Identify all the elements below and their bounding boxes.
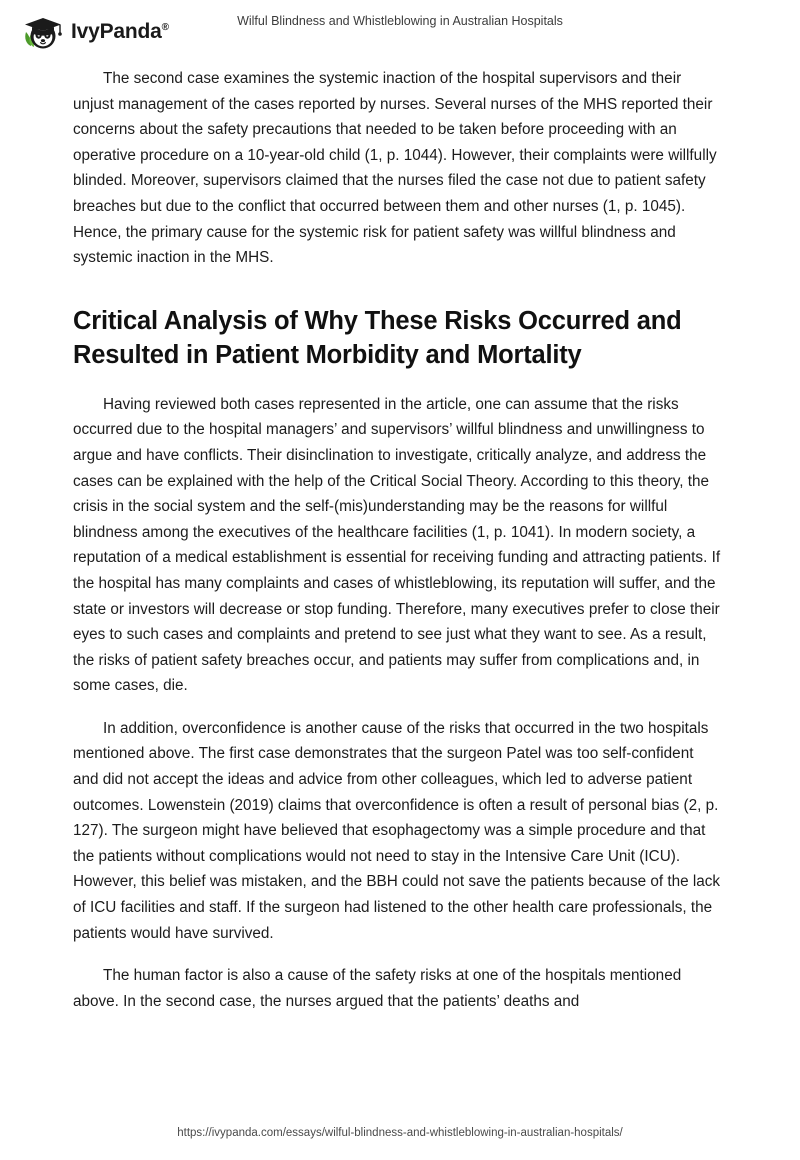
page-header [0, 0, 800, 60]
paragraph: The human factor is also a cause of the safety risks at one of the hospitals mentioned above. In the second case, the nurses argued that the patients’ deaths and [73, 967, 682, 1010]
section-heading: Critical Analysis of Why These Risks Occurred and Resulted in Patient Morbidity and Mortality [73, 306, 682, 369]
registered-mark: ® [161, 22, 169, 33]
logo-word: IvyPanda [71, 20, 162, 43]
paragraph: The second case examines the systemic inaction of the hospital supervisors and their unjust management of the cases reported by nurses. Several nurses of the MHS reported their concerns about the safety precautions that needed to be taken before proceeding with an operative procedure on a 10-year-old child (1, p. 1044). However, their complaints were willfully blinded. Moreover, supervisors claimed that the nurses filed the case not due to patient safety breaches but due to the conflict that occurred between them and other nurses (1, p. 1045). Hence, the primary cause for the systemic risk for patient safety was willful blindness and systemic inaction in the MHS. [73, 70, 717, 267]
source-url[interactable]: https://ivypanda.com/essays/wilful-blindness-and-whistleblowing-in-australian-hospitals/ [177, 1127, 623, 1139]
paragraph: In addition, overconfidence is another cause of the risks that occurred in the two hospitals mentioned above. The first case demonstrates that the surgeon Patel was too self-confident and did not accept the ideas and advice from other colleagues, which led to adverse patient outcomes. Lowenstein (2019) claims that overconfidence is often a result of personal bias (2, p. 127). The surgeon might have believed that esophagectomy was a simple procedure and that the patients without complications would not need to stay in the Intensive Care Unit (ICU). However, this belief was mistaken, and the BBH could not save the patients because of the lack of ICU facilities and staff. If the surgeon had listened to the other health care professionals, the patients would have survived. [73, 719, 721, 942]
document-body [73, 66, 723, 1014]
running-title: Wilful Blindness and Whistleblowing in Australian Hospitals [237, 14, 563, 28]
paragraph: Having reviewed both cases represented in the article, one can assume that the risks occurred due to the hospital managers’ and supervisors’ willful blindness and unwillingness to argue and have conflicts. Their disinclination to investigate, critically analyze, and address the cases can be explained with the help of the Critical Social Theory. According to this theory, the crisis in the social system and the self-(mis)understanding may be the reasons for willful blindness among the executives of the healthcare facilities (1, p. 1041). In modern society, a reputation of a medical establishment is essential for receiving funding and attracting patients. If the hospital has many complaints and cases of whistleblowing, its reputation will suffer, and the state or investors will decrease or stop funding. Therefore, many executives prefer to close their eyes to such cases and complaints and pretend to see just what they want to see. As a result, the risks of patient safety breaches occur, and patients may suffer from complications and, in some cases, die. [73, 395, 721, 695]
